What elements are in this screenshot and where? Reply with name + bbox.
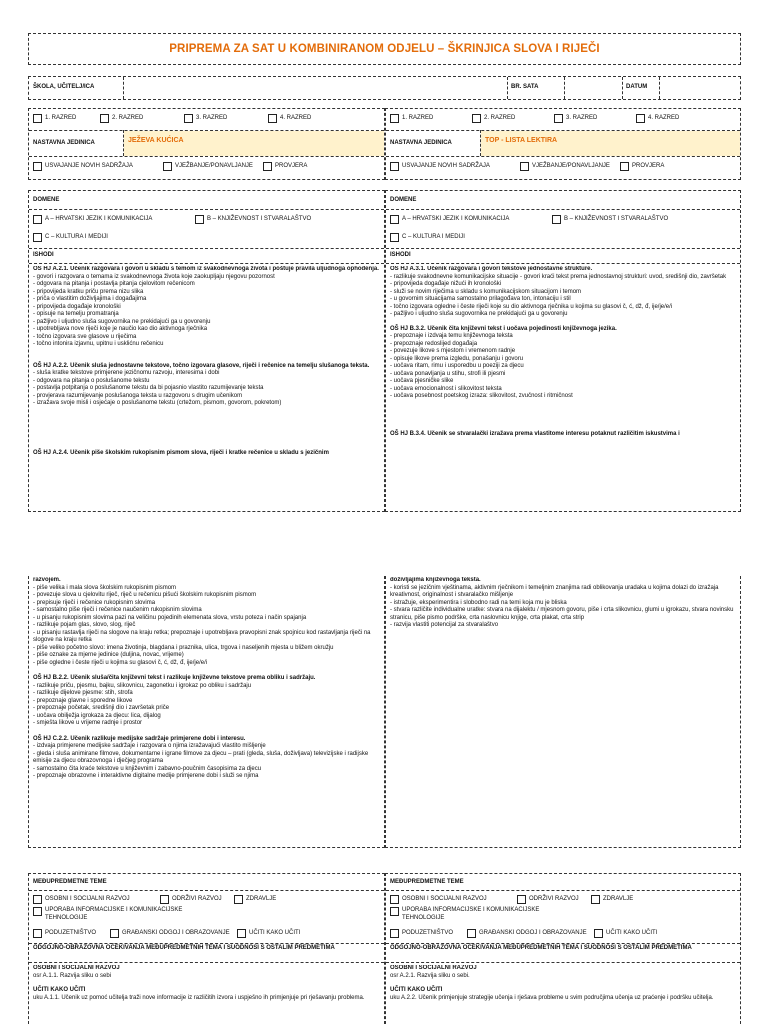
type-label: PROVJERA <box>275 162 308 169</box>
grade-label: 1. RAZRED <box>45 114 77 121</box>
outcome-title: OŠ HJ A.3.1. Učenik razgovara i govori tekstove jednostavne strukture. <box>390 266 593 272</box>
outcome-item: - točno intonira izjavnu, upitnu i usklićnu rečenicu <box>33 341 164 347</box>
cross-entre-checkbox[interactable] <box>390 929 399 938</box>
outcome-title: razvojem. <box>33 577 61 583</box>
outcome-item: - prepoznaje redoslijed događaja <box>390 340 478 347</box>
grade4-checkbox[interactable] <box>268 114 277 123</box>
outcome-item: - pažljivo i uljudno sluša sugovornika ne prekidajući ga u govorenju <box>33 318 211 325</box>
cross-item: UPORABA INFORMACIJSKE I KOMUNIKACIJSKE TEHNOLOGIJE <box>45 907 183 921</box>
outcome-item: - opisuje likove prema izgledu, ponašanju i govoru <box>390 355 524 362</box>
header-row <box>28 76 741 100</box>
outcome-item: - samostalno čita kraće tekstove u književnim i zabavno-poučnim časopisima za djecu <box>33 765 262 772</box>
outcome-item: - upotrebljava nove riječi koje je naučio kao dio aktivnoga rječnika <box>33 326 208 332</box>
type-new-checkbox[interactable] <box>33 162 42 171</box>
cross-osr-checkbox[interactable] <box>33 895 42 904</box>
domain-label: B – KNJIŽEVNOST I STVARALAŠTVO <box>207 215 312 222</box>
type-label: USVAJANJE NOVIH SADRŽAJA <box>402 162 490 169</box>
cross-item: GRAĐANSKI ODGOJ I OBRAZOVANJE <box>122 929 230 936</box>
outcome-title: OŠ HJ A.2.4. Učenik piše školskim rukopisnim pismom slova, riječi i kratke rečenice u skladu s jezičnim <box>33 449 329 456</box>
right-cross-topics <box>385 873 741 1024</box>
grade3-checkbox[interactable] <box>554 114 563 123</box>
type-label: USVAJANJE NOVIH SADRŽAJA <box>45 162 133 169</box>
domain-a-checkbox[interactable] <box>390 215 399 224</box>
type-test-checkbox[interactable] <box>620 162 629 171</box>
cross-learn-checkbox[interactable] <box>237 929 246 938</box>
outcomes-label: ISHODI <box>390 252 411 258</box>
exp-item: osr A.2.1. Razvija sliku o sebi. <box>390 972 470 979</box>
domain-label: B – KNJIŽEVNOST I STVARALAŠTVO <box>564 215 669 222</box>
outcome-item: - piše velika i mala slova školskim rukopisnim pismom <box>33 584 177 591</box>
cross-item: OSOBNI I SOCIJALNI RAZVOJ <box>402 895 487 902</box>
outcome-item: - izražava svoje misli i osjećaje o poslušanome tekstu (crtežom, pismom, govorom, pokretom) <box>33 400 282 406</box>
cross-civic-checkbox[interactable] <box>110 929 119 938</box>
cross-item: UČITI KAKO UČITI <box>249 929 301 936</box>
grade-label: 3. RAZRED <box>566 114 598 121</box>
type-practice-checkbox[interactable] <box>520 162 529 171</box>
right-panel-main <box>385 190 741 512</box>
outcome-item: - pripovijeda događaje nižući ih kronološki <box>390 281 502 287</box>
cross-health-checkbox[interactable] <box>234 895 243 904</box>
domain-b-checkbox[interactable] <box>552 215 561 224</box>
outcome-item: - stvara različite individualne uratke: stvara na dijalektu / mjesnom govoru, piše i crta slikovnicu, glumi u igrokazu, stvara novinsku stranicu, piše pismo podrške, crta naslovnicu knjige, crta plakat, crta strip <box>390 607 734 621</box>
outcome-item: - prepoznaje početak, središnji dio i završetak priče <box>33 705 170 711</box>
outcome-item: - samostalno piše riječi i rečenice naučenim rukopisnim slovima <box>33 607 202 613</box>
outcome-item: - uočava ritam, rimu i usporedbu u poeziji za djecu <box>390 363 524 369</box>
outcome-item: - prepisuje riječi i rečenice rukopisnim slovima <box>33 599 156 606</box>
type-practice-checkbox[interactable] <box>163 162 172 171</box>
outcome-item: - odgovara na pitanja i postavlja pitanja cjelovitom rečenicom <box>33 281 195 287</box>
exp-item: uku A.1.1. Učenik uz pomoć učitelja traži nove informacije iz različitih izvora i uspješno ih primjenjuje pri rješavanju problema. <box>33 994 365 1001</box>
domain-label: C – KULTURA I MEDIJI <box>45 233 108 240</box>
cross-civic-checkbox[interactable] <box>467 929 476 938</box>
grade-label: 4. RAZRED <box>280 114 312 121</box>
outcome-item: - sluša kratke tekstove primjerene jezičnomu razvoju, interesima i dobi <box>33 370 220 376</box>
outcome-item: - odgovara na pitanja o poslušanome tekstu <box>33 377 150 384</box>
cross-label: MEĐUPREDMETNE TEME <box>33 879 107 885</box>
lesson-no-label: BR. SATA <box>511 84 539 90</box>
outcome-item: - izdvaja primjerene medijske sadržaje i razgovara o njima izražavajući vlastito mišljenje <box>33 743 266 749</box>
grade4-checkbox[interactable] <box>636 114 645 123</box>
exp-heading: OSOBNI I SOCIJALNI RAZVOJ <box>390 965 477 971</box>
cross-item: ODRŽIVI RAZVOJ <box>529 895 579 902</box>
type-new-checkbox[interactable] <box>390 162 399 171</box>
domain-label: C – KULTURA I MEDIJI <box>402 233 465 240</box>
cross-health-checkbox[interactable] <box>591 895 600 904</box>
left-panel-top <box>28 108 385 180</box>
domain-b-checkbox[interactable] <box>195 215 204 224</box>
domain-c-checkbox[interactable] <box>390 233 399 242</box>
outcome-item: - pripovijeda događaje kronološki <box>33 303 121 310</box>
grade1-checkbox[interactable] <box>33 114 42 123</box>
type-label: VJEŽBANJE/PONAVLJANJE <box>175 162 253 169</box>
cross-entre-checkbox[interactable] <box>33 929 42 938</box>
outcome-item: - postavlja potpitanja o poslušanome tekstu da bi pojasnio vlastito razumijevanje teksta <box>33 385 264 391</box>
unit-label: NASTAVNA JEDINICA <box>390 140 452 146</box>
right-continuation <box>385 576 741 848</box>
domains-label: DOMENE <box>390 197 417 203</box>
outcome-item: - u govornim situacijama samostalno prilagođava ton, intonaciju i stil <box>390 296 571 302</box>
left-panel-main <box>28 190 385 512</box>
cross-item: ZDRAVLJE <box>603 895 634 902</box>
cross-learn-checkbox[interactable] <box>594 929 603 938</box>
school-label: ŠKOLA, UČITELJ/ICA <box>33 84 95 90</box>
cross-or-checkbox[interactable] <box>160 895 169 904</box>
outcome-item: - točno izgovara ogledne i česte riječi koje su dio aktivnoga rječnika u kojima su glasovi č, ć, dž, đ, ije/je/e/i <box>390 303 673 310</box>
outcome-item: - uočava emocionalnost i slikovitost teksta <box>390 385 502 392</box>
outcome-item: - u pisanju rastavlja riječi na slogove na kraju retka; prepoznaje i upotrebljava pravopisni znak spojnicu kod rastavljanja riječi na slogove na kraju retka <box>33 629 371 643</box>
outcomes-list <box>33 266 382 510</box>
grade1-checkbox[interactable] <box>390 114 399 123</box>
cross-item: ODRŽIVI RAZVOJ <box>172 895 222 902</box>
type-test-checkbox[interactable] <box>263 162 272 171</box>
unit-value[interactable]: JEŽEVA KUĆICA <box>124 131 384 156</box>
outcome-item: - točno izgovara sve glasove u riječima <box>33 333 137 340</box>
exp-item: osr A.1.1. Razvija sliku o sebi <box>33 972 112 979</box>
cross-item: UPORABA INFORMACIJSKE I KOMUNIKACIJSKE TEHNOLOGIJE <box>402 907 540 921</box>
grade-label: 4. RAZRED <box>648 114 680 121</box>
outcome-item: - povezuje slova u cjelovitu riječ, riječ u rečenicu pišući školskim rukopisnim pismom <box>33 592 257 598</box>
outcome-item: - prepoznaje i izdvaja temu književnoga teksta <box>390 333 513 339</box>
outcome-item: - piše oznake za mjerne jedinice (duljina, novac, vrijeme) <box>33 652 184 658</box>
outcome-item: - razvija vlastiti potencijal za stvaralaštvo <box>390 622 499 628</box>
domain-a-checkbox[interactable] <box>33 215 42 224</box>
outcome-item: - istražuje, eksperimentira i slobodno radi na temi koja mu je bliska <box>390 599 567 606</box>
outcome-title: OŠ HJ B.3.4. Učenik se stvaralački izražava prema vlastitome interesu potaknut različitim iskustvima i <box>390 430 680 437</box>
outcome-item: - uočava posebnost poetskog izraza: slikovitost, zvučnost i ritmičnost <box>390 393 573 399</box>
outcome-item: - razlikuje svakodnevne komunikacijske situacije - govori kraći tekst prema jednostavnoj strukturi: uvod, središnji dio, završetak <box>390 273 727 280</box>
school-field[interactable] <box>125 77 505 99</box>
cross-label: MEĐUPREDMETNE TEME <box>390 879 464 885</box>
left-continuation <box>28 576 385 848</box>
outcome-item: - pažljivo i uljudno sluša sugovornika ne prekidajući ga u govorenju <box>390 311 568 317</box>
cross-item: OSOBNI I SOCIJALNI RAZVOJ <box>45 895 130 902</box>
domain-label: A – HRVATSKI JEZIK I KOMUNIKACIJA <box>402 215 510 222</box>
unit-label: NASTAVNA JEDINICA <box>33 140 95 146</box>
outcome-item: - razlikuje pojam glas, slovo, slog, riječ <box>33 622 136 628</box>
outcomes-label: ISHODI <box>33 252 54 258</box>
outcome-item: - pripovijeda kratku priču prema nizu slika <box>33 288 144 295</box>
outcome-title: OŠ HJ A.2.1. Učenik razgovara i govori u skladu s temom iz svakodnevnoga života i poštuje pravila uljudnoga ophođenja. <box>33 266 379 272</box>
cross-item: GRAĐANSKI ODGOJ I OBRAZOVANJE <box>479 929 587 936</box>
grade3-checkbox[interactable] <box>184 114 193 123</box>
outcome-title: OŠ HJ C.2.2. Učenik razlikuje medijske sadržaje primjerene dobi i interesu. <box>33 735 246 742</box>
cross-item: ZDRAVLJE <box>246 895 277 902</box>
outcome-item: - razlikuje dijelove pjesme: stih, strofa <box>33 690 133 696</box>
grade-label: 2. RAZRED <box>484 114 516 121</box>
outcome-item: - opisuje na temelju promatranja <box>33 311 119 317</box>
grade-label: 3. RAZRED <box>196 114 228 121</box>
lesson-no-field[interactable] <box>566 77 621 99</box>
exp-heading: UČITI KAKO UČITI <box>33 987 86 993</box>
cross-osr-checkbox[interactable] <box>390 895 399 904</box>
outcome-item: - služi se novim riječima u skladu s komunikacijskom situacijom i temom <box>390 288 582 295</box>
outcome-title: OŠ HJ B.3.2. Učenik čita književni tekst i uočava pojedinosti književnoga jezika. <box>390 325 617 332</box>
outcome-item: - provjerava razumijevanje poslušanoga teksta u razgovoru s drugim učenikom <box>33 392 243 399</box>
outcome-item: - uočava obilježja igrokaza za djecu: lica, dijalog <box>33 712 161 719</box>
outcome-item: - razlikuje priču, pjesmu, bajku, slikovnicu, zagonetku i igrokaz po obliku i sadržaju <box>33 682 252 689</box>
outcome-item: - povezuje likove s mjestom i vremenom radnje <box>390 348 516 354</box>
grade2-checkbox[interactable] <box>100 114 109 123</box>
outcome-item: - gleda i sluša animirane filmove, dokumentarne i igrane filmove za djecu – prati (gleda, sluša, doživljava) televizijske i radijske emisije za djecu obrazovnoga i dječjeg programa <box>33 750 369 764</box>
outcome-item: - koristi se jezičnim vještinama, aktivnim rječnikom i temeljnim znanjima radi oblikovanja uradaka u kojima dolazi do izražaja kreativnost, originalnost i stvaralačko mišljenje <box>390 584 719 598</box>
domain-label: A – HRVATSKI JEZIK I KOMUNIKACIJA <box>45 215 153 222</box>
cross-item: PODUZETNIŠTVO <box>402 929 454 936</box>
domain-c-checkbox[interactable] <box>33 233 42 242</box>
domains-label: DOMENE <box>33 197 60 203</box>
outcome-title: doživljajima književnoga teksta. <box>390 577 481 583</box>
expectations-label: ODGOJNO-OBRAZOVNA OČEKIVANJA MEĐUPREDMETNIH TEMA I SUODNOSI S OSTALIM PREDMETIMA <box>33 945 335 951</box>
grade2-checkbox[interactable] <box>472 114 481 123</box>
type-label: VJEŽBANJE/PONAVLJANJE <box>532 162 610 169</box>
cross-item: UČITI KAKO UČITI <box>606 929 658 936</box>
outcomes-list <box>390 266 738 510</box>
outcome-title: OŠ HJ A.2.2. Učenik sluša jednostavne tekstove, točno izgovara glasove, riječi i rečenice na temelju slušanoga teksta. <box>33 362 370 369</box>
left-cross-topics <box>28 873 385 1024</box>
exp-heading: OSOBNI I SOCIJALNI RAZVOJ <box>33 965 120 971</box>
type-label: PROVJERA <box>632 162 665 169</box>
unit-value[interactable]: TOP - LISTA LEKTIRA <box>481 131 740 156</box>
outcome-item: - priča o vlastitim doživljajima i događajima <box>33 296 147 302</box>
outcome-item: - govori i razgovara o temama iz svakodnevnoga života koje zaokupljaju njegovu pozornost <box>33 273 275 280</box>
grade-label: 1. RAZRED <box>402 114 434 121</box>
outcome-item: - u pisanju rukopisnim slovima pazi na veličinu pojedinih elemenata slova, vrstu poteza i način spajanja <box>33 614 307 621</box>
outcome-item: - smješta likove u vrijeme radnje i prostor <box>33 720 143 726</box>
expectations-label: ODGOJNO-OBRAZOVNA OČEKIVANJA MEĐUPREDMETNIH TEMA I SUODNOSI S OSTALIM PREDMETIMA <box>390 945 692 951</box>
cross-ikt-checkbox[interactable] <box>33 907 42 916</box>
outcome-item: - uočava pjesničke slike <box>390 378 454 384</box>
grade-label: 2. RAZRED <box>112 114 144 121</box>
outcome-item: - piše veliko početno slovo: imena životinja, blagdana i praznika, ulica, trgova i naseljenih mjesta u bližem okružju <box>33 644 334 651</box>
date-field[interactable] <box>661 77 740 99</box>
exp-heading: UČITI KAKO UČITI <box>390 987 443 993</box>
page-title: PRIPREMA ZA SAT U KOMBINIRANOM ODJELU – ŠKRINJICA SLOVA I RIJEČI <box>28 33 741 65</box>
right-panel-top <box>385 108 741 180</box>
cross-or-checkbox[interactable] <box>517 895 526 904</box>
date-label: DATUM <box>626 84 648 90</box>
outcome-item: - uočava ponavljanja u stihu, strofi ili pjesmi <box>390 370 506 377</box>
outcome-item: - prepoznaje glavne i sporedne likove <box>33 697 133 704</box>
cross-item: PODUZETNIŠTVO <box>45 929 97 936</box>
outcome-title: OŠ HJ B.2.2. Učenik sluša/čita književni tekst i razlikuje književne tekstove prema obliku i sadržaju. <box>33 675 316 681</box>
cross-ikt-checkbox[interactable] <box>390 907 399 916</box>
outcome-item: - piše ogledne i česte riječi u kojima su glasovi č, ć, dž, đ, ije/je/e/i <box>33 659 208 666</box>
exp-item: uku A.2.2. Učenik primjenjuje strategije učenja i rješava probleme u svim područjima učenja uz praćenje i podršku učitelja. <box>390 994 714 1001</box>
outcome-item: - prepoznaje obrazovne i interaktivne digitalne medije primjerene dobi i služi se njima <box>33 773 259 779</box>
